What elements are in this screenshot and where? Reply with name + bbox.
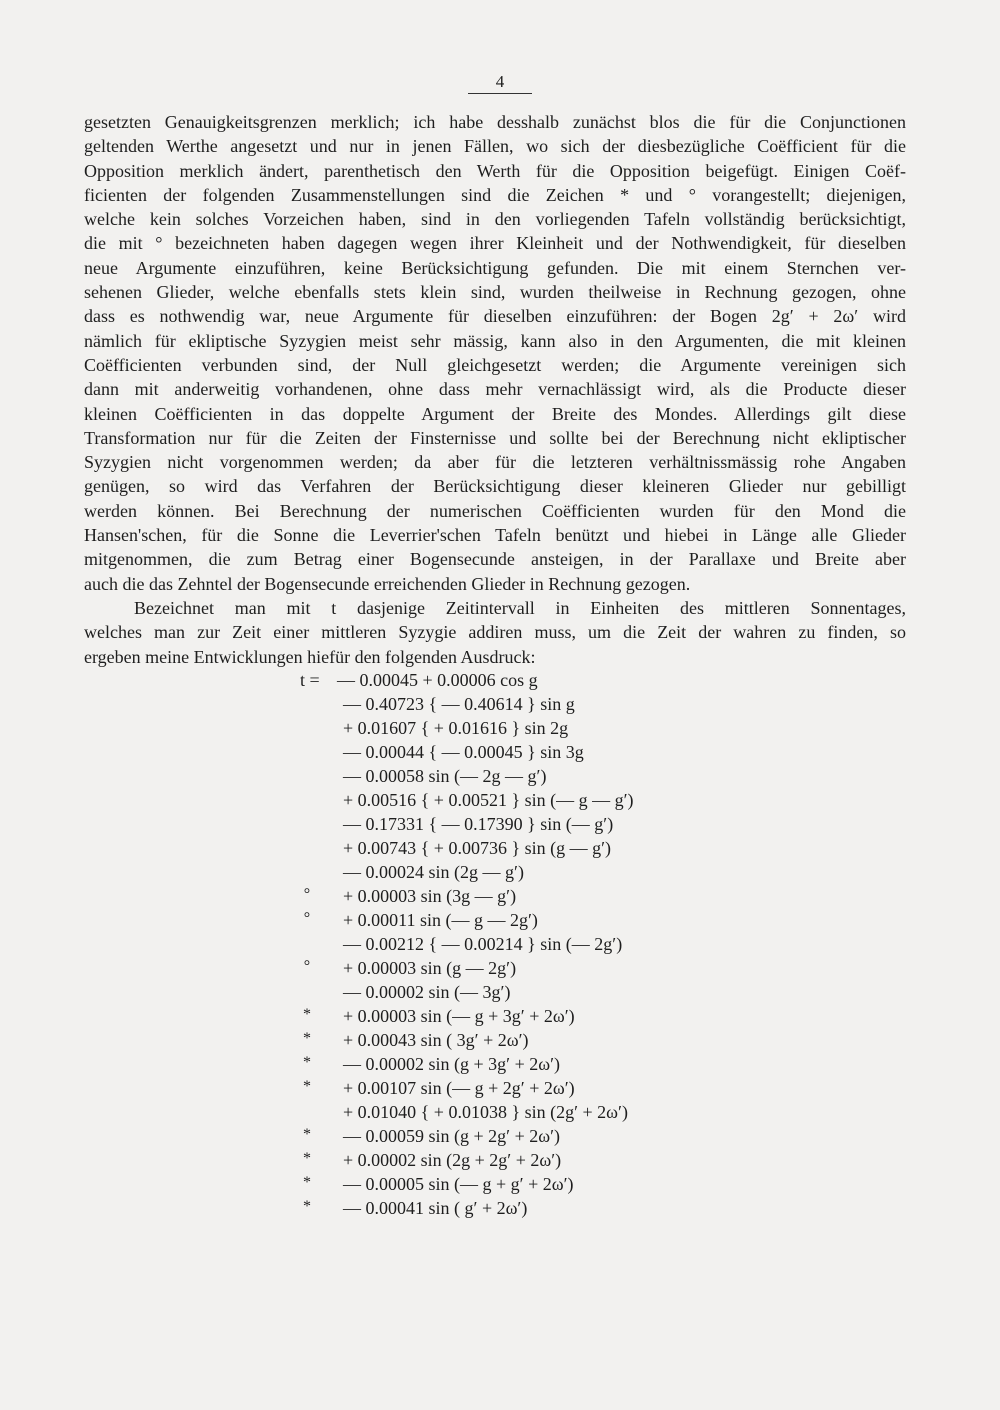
text-line: dass es nothwendig war, neue Argumente für dieselben einzuführen: der Bogen 2g′ + 2ω′ wird [84,306,906,327]
formula-row [0,718,1000,742]
formula-term: + 0.00043 sin ( 3g′ + 2ω′) [343,1030,529,1050]
text-line: genügen, so wird das Verfahren der Berücksichtigung dieser kleineren Glieder nur gebilligt [84,476,906,497]
text-line: die mit ° bezeichneten haben dagegen wegen ihrer Kleinheit und der Nothwendigkeit, für dieselben [84,233,906,254]
formula-term: + 0.00516 { + 0.00521 } sin (— g — g′) [343,790,634,810]
text-line: kleinen Coëfficienten in das doppelte Argument der Breite des Mondes. Allerdings gilt diese [84,403,906,424]
formula-row [0,814,1000,838]
text-line: Hansen'schen, für die Sonne die Leverrier'schen Tafeln benützt und hiebei in Länge alle Glieder [84,525,906,546]
formula-term: + 0.00002 sin (2g + 2g′ + 2ω′) [343,1150,562,1170]
text-line: neue Argumente einzuführen, keine Berücksichtigung gefunden. Die mit einem Sternchen ver- [84,257,906,278]
formula-row [0,982,1000,1006]
formula-term: + 0.00107 sin (— g + 2g′ + 2ω′) [343,1078,575,1098]
paragraph-1 [84,110,906,596]
formula-term: — 0.00024 sin (2g — g′) [343,862,524,882]
formula-row [0,694,1000,718]
formula-term: + 0.00743 { + 0.00736 } sin (g — g′) [343,838,612,858]
text-line: ficienten der folgenden Zusammenstellungen sind die Zeichen * und ° vorangestellt; diejenigen, [84,184,906,205]
text-line: Opposition merklich ändert, parenthetisch den Werth für die Opposition beigefügt. Einigen Coëf- [84,160,906,181]
formula-term: — 0.17331 { — 0.17390 } sin (— g′) [343,814,614,834]
page-number: 4 [468,72,532,94]
text-line: Syzygien nicht vorgenommen werden; da aber für die letzteren verhältnissmässig rohe Angaben [84,452,906,473]
formula-row [0,958,1000,982]
term-marker: * [303,1198,311,1215]
formula-block [0,670,1000,1270]
formula-term: + 0.00003 sin (g — 2g′) [343,958,517,978]
formula-row [0,1006,1000,1030]
formula-row [0,934,1000,958]
formula-row [0,1030,1000,1054]
term-marker: ° [303,886,311,903]
text-line: Coëfficienten verbunden sind, der Null gleichgesetzt werden; die Argumente vereinigen sich [84,354,906,375]
text-line: gesetzten Genauigkeitsgrenzen merklich; ich habe desshalb zunächst blos die für die Conjunctionen [84,112,906,132]
text-line: dann mit anderweitig vorhandenen, ohne dass mehr vernachlässigt wird, als die Producte dieser [84,379,906,400]
formula-row [0,766,1000,790]
text-line: mitgenommen, die zum Betrag einer Bogensecunde ansteigen, in der Parallaxe und Breite aber [84,549,906,570]
formula-term: — 0.00058 sin (— 2g — g′) [343,766,547,786]
term-marker: * [303,1150,311,1167]
formula-row [0,1150,1000,1174]
text-line: welche kein solches Vorzeichen haben, sind in den vorliegenden Tafeln vollständig berücksichtigt, [84,209,906,230]
formula-row [0,670,1000,694]
term-marker: ° [303,958,311,975]
formula-term: + 0.00011 sin (— g — 2g′) [343,910,538,930]
term-marker: * [303,1078,311,1095]
formula-row [0,1102,1000,1126]
formula-term: — 0.00002 sin (— 3g′) [343,982,511,1002]
term-marker: ° [303,910,311,927]
body-text [84,110,906,669]
text-line: nämlich für ekliptische Syzygien meist sehr mässig, kann also in den Argumenten, die mit kleinen [84,330,906,351]
text-line: auch die das Zehntel der Bogensecunde erreichenden Glieder in Rechnung gezogen. [84,573,691,594]
text-line: werden können. Bei Berechnung der numerischen Coëfficienten wurden für den Mond die [84,500,906,521]
text-line: Transformation nur für die Zeiten der Finsternisse und sollte bei der Berechnung nicht ekliptischer [84,427,906,448]
paragraph-2 [84,596,906,669]
term-marker: * [303,1006,311,1023]
text-line: Bezeichnet man mit t dasjenige Zeitintervall in Einheiten des mittleren Sonnentages, [134,597,906,618]
formula-term: — 0.00212 { — 0.00214 } sin (— 2g′) [343,934,623,954]
text-line: ergeben meine Entwicklungen hiefür den folgenden Ausdruck: [84,646,536,667]
formula-term: + 0.01607 { + 0.01616 } sin 2g [343,718,569,738]
formula-term: — 0.00002 sin (g + 3g′ + 2ω′) [343,1054,561,1074]
formula-row [0,910,1000,934]
text-line: welches man zur Zeit einer mittleren Syzygie addiren muss, um die Zeit der wahren zu finden, so [84,622,906,643]
formula-term: — 0.40723 { — 0.40614 } sin g [343,694,575,714]
formula-term: + 0.00003 sin (3g — g′) [343,886,517,906]
formula-row [0,742,1000,766]
text-line: geltenden Werthe angesetzt und nur in jenen Fällen, wo sich der diesbezügliche Coëfficient für die [84,136,906,157]
formula-term: — 0.00059 sin (g + 2g′ + 2ω′) [343,1126,561,1146]
formula-row [0,1174,1000,1198]
term-marker: * [303,1174,311,1191]
formula-row [0,1078,1000,1102]
term-marker: * [303,1126,311,1143]
term-marker: * [303,1030,311,1047]
formula-lhs: t = [300,670,320,690]
formula-term: — 0.00041 sin ( g′ + 2ω′) [343,1198,528,1218]
formula-term: — 0.00045 + 0.00006 cos g [337,670,538,690]
formula-term: + 0.00003 sin (— g + 3g′ + 2ω′) [343,1006,575,1026]
formula-term: — 0.00005 sin (— g + g′ + 2ω′) [343,1174,574,1194]
formula-row [0,862,1000,886]
formula-row [0,838,1000,862]
text-line: sehenen Glieder, welche ebenfalls stets klein sind, wurden theilweise in Rechnung gezogen, ohne [84,282,906,303]
formula-row [0,1126,1000,1150]
formula-row [0,886,1000,910]
formula-row [0,790,1000,814]
formula-term: — 0.00044 { — 0.00045 } sin 3g [343,742,584,762]
formula-term: + 0.01040 { + 0.01038 } sin (2g′ + 2ω′) [343,1102,628,1122]
formula-row [0,1198,1000,1222]
formula-row [0,1054,1000,1078]
term-marker: * [303,1054,311,1071]
